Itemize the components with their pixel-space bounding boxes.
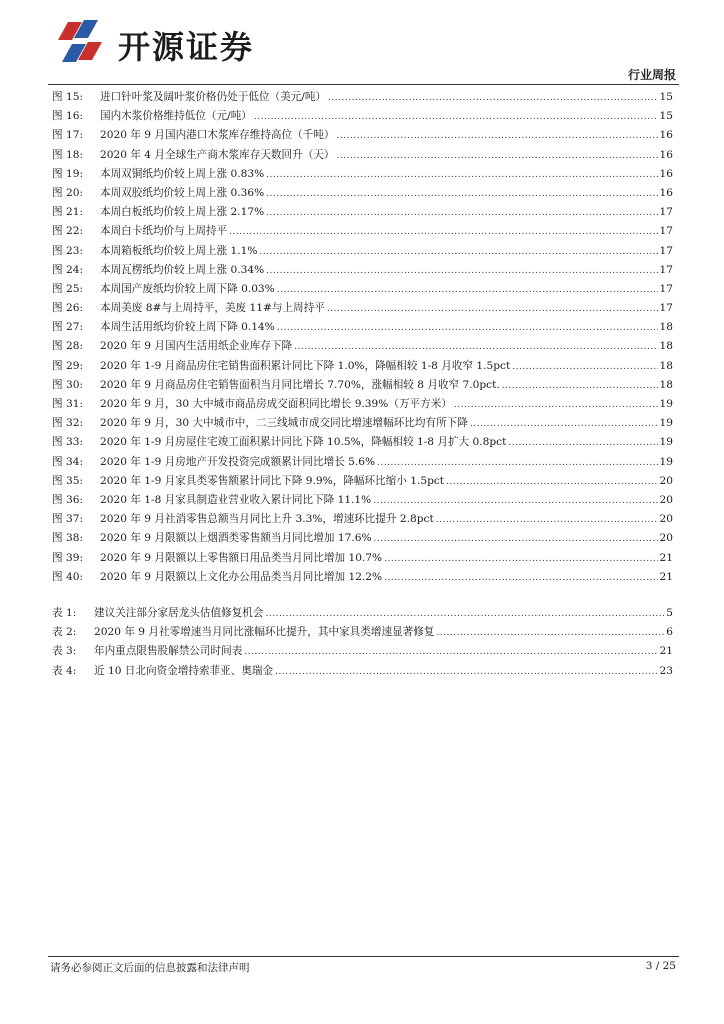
entry-label: 图 28:: [52, 340, 84, 353]
figure-index-entry[interactable]: [52, 222, 673, 241]
dot-leader: [374, 530, 658, 549]
entry-page-number: 21: [659, 551, 673, 564]
figure-index-entry[interactable]: [52, 337, 673, 356]
dot-leader: [502, 377, 658, 396]
figure-index-entry[interactable]: [52, 376, 673, 395]
dot-leader: [277, 319, 658, 338]
entry-title: 2020 年 4 月全球生产商木浆库存天数回升（天）: [100, 148, 335, 161]
entry-label: 图 21:: [52, 206, 84, 219]
entry-page-number: 16: [659, 129, 673, 142]
entry-title: 2020 年 9 月，30 大中城市商品房成交面积同比增长 9.39%（万平方米）: [100, 398, 452, 410]
figure-index-entry[interactable]: [52, 280, 673, 299]
entry-label: 图 32:: [52, 417, 84, 430]
entry-title: 2020 年 9 月限额以上零售额日用品类当月同比增加 10.7%: [100, 551, 383, 564]
figure-index-entry[interactable]: [52, 299, 673, 318]
entry-title: 本周白卡纸均价与上周持平: [100, 225, 228, 238]
entry-page-number: 16: [659, 167, 673, 180]
dot-leader: [373, 492, 657, 511]
dot-leader: [436, 624, 664, 643]
entry-label: 图 24:: [52, 263, 84, 276]
figure-index-entry[interactable]: [52, 568, 673, 587]
entry-title: 2020 年 1-9 月商品房住宅销售面积累计同比下降 1.0%，降幅相较 1-8 月收窄 1.5pct: [100, 359, 511, 372]
header-divider: [48, 84, 679, 85]
entry-title: 本周瓦楞纸均价较上周上涨 0.34%: [100, 263, 265, 276]
entry-page-number: 18: [659, 378, 673, 391]
dot-leader: [266, 166, 657, 185]
entry-page-number: 17: [659, 206, 673, 219]
entry-page-number: 20: [659, 493, 673, 506]
entry-title: 2020 年 9 月限额以上烟酒类零售额当月同比增加 17.6%: [100, 532, 372, 545]
entry-page-number: 21: [659, 570, 673, 583]
entry-label: 图 36:: [52, 493, 84, 506]
dot-leader: [259, 243, 657, 262]
dot-leader: [266, 185, 657, 204]
entry-page-number: 17: [659, 282, 673, 295]
figure-index-entry[interactable]: [52, 529, 673, 548]
entry-page-number: 17: [659, 263, 673, 276]
entry-label: 图 37:: [52, 513, 84, 526]
entry-page-number: 21: [659, 645, 673, 658]
figure-index-entry[interactable]: [52, 88, 673, 107]
entry-title: 2020 年 9 月国内港口木浆库存维持高位（千吨）: [100, 129, 335, 142]
table-index-entry[interactable]: [52, 604, 673, 623]
entry-title: 本周国产废纸均价较上周下降 0.03%: [100, 282, 275, 295]
entry-page-number: 20: [659, 532, 673, 545]
figure-index-entry[interactable]: [52, 472, 673, 491]
dot-leader: [275, 663, 657, 682]
entry-label: 图 31:: [52, 398, 84, 410]
entry-label: 表 2:: [52, 626, 77, 639]
entry-label: 表 1:: [52, 607, 77, 619]
page-number: 3 / 25: [645, 960, 676, 972]
entry-page-number: 17: [659, 302, 673, 315]
entry-label: 图 26:: [52, 302, 84, 315]
entry-label: 图 27:: [52, 321, 84, 334]
entry-page-number: 16: [659, 186, 673, 199]
entry-page-number: 15: [659, 110, 673, 123]
entry-label: 图 25:: [52, 282, 84, 295]
table-index-entry[interactable]: [52, 623, 673, 642]
entry-page-number: 19: [659, 398, 673, 410]
entry-page-number: 16: [659, 148, 673, 161]
figure-index-entry[interactable]: [52, 395, 673, 414]
entry-page-number: 6: [666, 626, 673, 639]
table-index-entry[interactable]: [52, 642, 673, 661]
entry-label: 图 18:: [52, 148, 84, 161]
figure-index-entry[interactable]: [52, 549, 673, 568]
entry-title: 2020 年 1-8 月家具制造业营业收入累计同比下降 11.1%: [100, 493, 372, 506]
entry-label: 图 16:: [52, 110, 84, 123]
entry-title: 2020 年 1-9 月房屋住宅竣工面积累计同比下降 10.5%，降幅相较 1-8 月扩大 0.8pct: [100, 436, 507, 449]
dot-leader: [508, 434, 657, 453]
entry-page-number: 19: [659, 436, 673, 449]
entry-page-number: 15: [659, 91, 673, 103]
dot-leader: [436, 511, 658, 530]
entry-title: 2020 年 1-9 月家具类零售额累计同比下降 9.9%，降幅环比缩小 1.5pct: [100, 474, 445, 487]
dot-leader: [512, 358, 657, 377]
entry-page-number: 5: [666, 607, 673, 619]
entry-label: 图 34:: [52, 455, 84, 468]
figure-index-entry[interactable]: [52, 414, 673, 433]
entry-title: 建议关注部分家居龙头估值修复机会: [94, 607, 264, 619]
entry-label: 图 38:: [52, 532, 84, 545]
entry-label: 图 22:: [52, 225, 84, 238]
dot-leader: [294, 338, 657, 357]
figure-index-entry[interactable]: [52, 510, 673, 529]
entry-label: 表 4:: [52, 664, 77, 677]
brand-name: 开源证券: [118, 28, 255, 66]
entry-title: 2020 年 9 月，30 大中城市中，二三线城市成交同比增速增幅环比均有所下降: [100, 417, 468, 430]
report-type-label: 行业周报: [627, 68, 676, 82]
figure-index-entry[interactable]: [52, 126, 673, 145]
figure-index-entry[interactable]: [52, 107, 673, 126]
figure-index-entry[interactable]: [52, 165, 673, 184]
entry-title: 2020 年 9 月社零增速当月同比涨幅环比提升，其中家具类增速显著修复: [94, 626, 435, 639]
figure-index-entry[interactable]: [52, 203, 673, 222]
figure-index-entry[interactable]: [52, 184, 673, 203]
entry-title: 国内木浆价格维持低位（元/吨）: [100, 110, 252, 123]
entry-title: 本周双胶纸均价较上周上涨 0.36%: [100, 186, 265, 199]
dot-leader: [277, 281, 658, 300]
entry-title: 2020 年 9 月社消零售总额当月同比上升 3.3%，增速环比提升 2.8pct: [100, 513, 434, 526]
entry-title: 年内重点限售股解禁公司时间表: [94, 645, 243, 658]
entry-label: 图 20:: [52, 186, 84, 199]
entry-label: 图 17:: [52, 129, 84, 142]
dot-leader: [266, 204, 657, 223]
figure-index-entry[interactable]: [52, 491, 673, 510]
entry-title: 本周箱板纸均价较上周上涨 1.1%: [100, 244, 258, 257]
entry-label: 图 33:: [52, 436, 84, 449]
dot-leader: [454, 396, 658, 415]
entry-page-number: 20: [659, 474, 673, 487]
brand-logo-icon: [58, 18, 110, 66]
dot-leader: [229, 223, 657, 242]
entry-page-number: 18: [659, 340, 673, 353]
entry-label: 图 23:: [52, 244, 84, 257]
entry-label: 表 3:: [52, 645, 77, 658]
entry-title: 进口针叶浆及阔叶浆价格仍处于低位（美元/吨）: [100, 91, 327, 103]
entry-title: 2020 年 9 月限额以上文化办公用品类当月同比增加 12.2%: [100, 570, 383, 583]
figure-index-list: [52, 88, 673, 587]
figure-index-entry[interactable]: [52, 453, 673, 472]
dot-leader: [377, 454, 657, 473]
dot-leader: [470, 415, 658, 434]
entry-title: 本周双铜纸均价较上周上涨 0.83%: [100, 167, 265, 180]
dot-leader: [327, 300, 658, 319]
figure-index-entry[interactable]: [52, 433, 673, 452]
figure-index-entry[interactable]: [52, 357, 673, 376]
entry-page-number: 18: [659, 359, 673, 372]
brand-logo: [58, 18, 318, 68]
entry-title: 2020 年 1-9 月房地产开发投资完成额累计同比增长 5.6%: [100, 455, 376, 468]
dot-leader: [384, 550, 657, 569]
dot-leader: [384, 569, 657, 588]
table-index-list: [52, 604, 673, 681]
dot-leader: [328, 89, 657, 108]
entry-title: 近 10 日北向资金增持索菲亚、奥瑞金: [94, 664, 274, 677]
entry-page-number: 17: [659, 225, 673, 238]
dot-leader: [337, 147, 658, 166]
entry-label: 图 35:: [52, 474, 84, 487]
entry-title: 2020 年 9 月国内生活用纸企业库存下降: [100, 340, 293, 353]
dot-leader: [254, 108, 658, 127]
entry-page-number: 17: [659, 244, 673, 257]
entry-page-number: 23: [659, 664, 673, 677]
figure-index-entry[interactable]: [52, 146, 673, 165]
figure-index-entry[interactable]: [52, 318, 673, 337]
entry-label: 图 30:: [52, 378, 84, 391]
dot-leader: [266, 605, 665, 624]
entry-title: 本周白板纸均价较上周上涨 2.17%: [100, 206, 265, 219]
entry-title: 本周生活用纸均价较上周下降 0.14%: [100, 321, 275, 334]
footer-disclaimer: 请务必参阅正文后面的信息披露和法律声明: [50, 962, 250, 974]
dot-leader: [266, 262, 657, 281]
entry-title: 2020 年 9 月商品房住宅销售面积当月同比增长 7.70%，涨幅相较 8 月收窄 7.0pct.: [100, 378, 500, 391]
page-header: [0, 0, 724, 92]
dot-leader: [244, 643, 657, 662]
entry-page-number: 19: [659, 417, 673, 430]
entry-label: 图 29:: [52, 359, 84, 372]
entry-label: 图 15:: [52, 91, 84, 103]
dot-leader: [337, 127, 658, 146]
table-index-entry[interactable]: [52, 662, 673, 681]
entry-page-number: 20: [659, 513, 673, 526]
entry-label: 图 40:: [52, 570, 84, 583]
entry-page-number: 18: [659, 321, 673, 334]
footer-divider: [48, 956, 679, 957]
dot-leader: [446, 473, 657, 492]
entry-title: 本周美废 8#与上周持平，美废 11#与上周持平: [100, 302, 325, 315]
entry-label: 图 19:: [52, 167, 84, 180]
entry-label: 图 39:: [52, 551, 84, 564]
entry-page-number: 19: [659, 455, 673, 468]
figure-index-entry[interactable]: [52, 242, 673, 261]
figure-index-entry[interactable]: [52, 261, 673, 280]
